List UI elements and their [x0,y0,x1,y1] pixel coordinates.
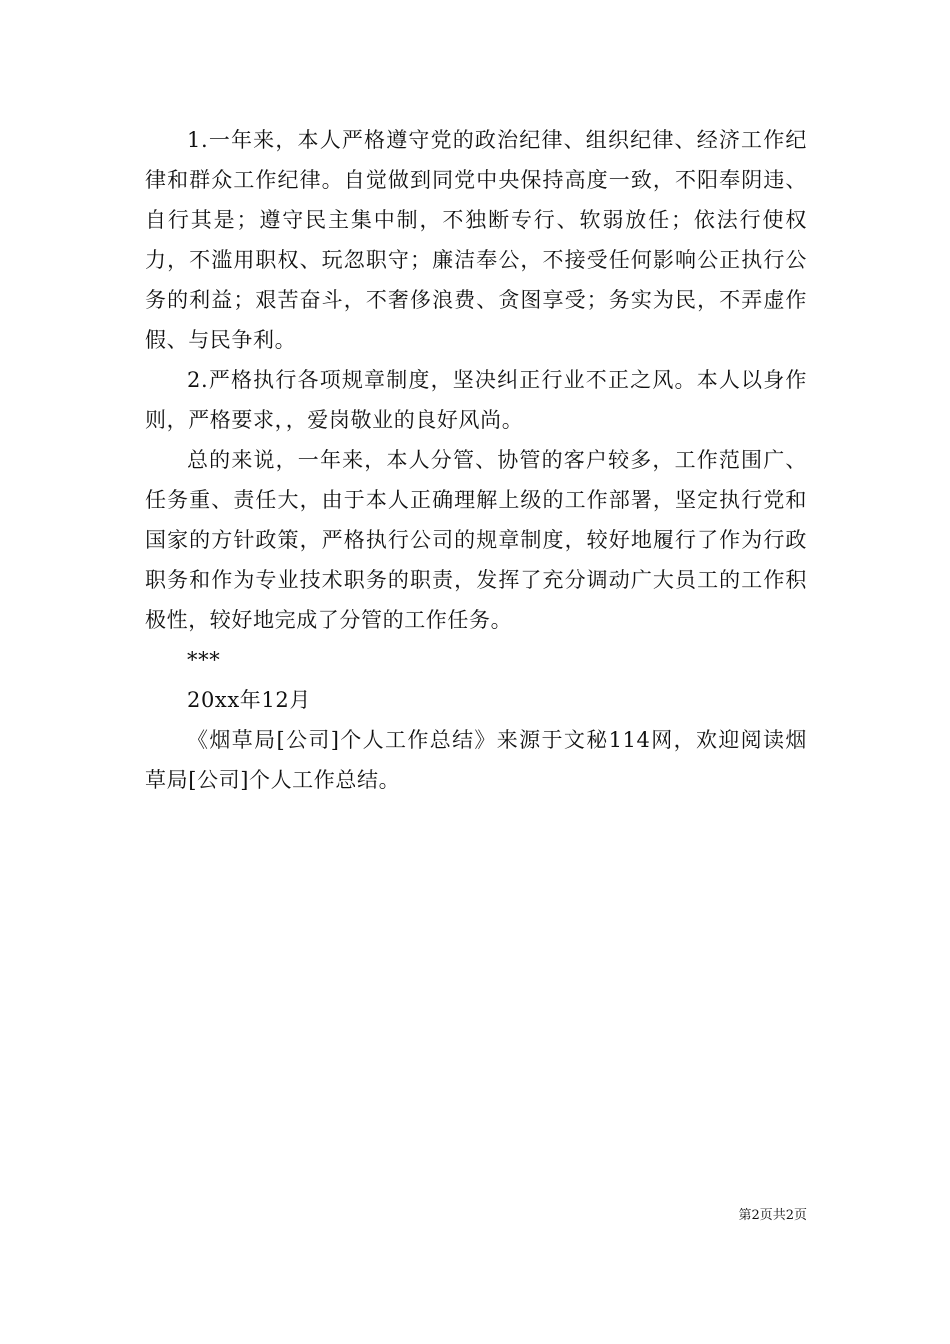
signature-placeholder: *** [187,648,221,672]
paragraph-discipline: 1.一年来，本人严格遵守党的政治纪律、组织纪律、经济工作纪律和群众工作纪律。自觉做到同党中央保持高度一致，不阳奉阴违、自行其是；遵守民主集中制，不独断专行、软弱放任；依法行使权力，不滥用职权、玩忽职守；廉洁奉公，不接受任何影响公正执行公务的利益；艰苦奋斗，不奢侈浪费、贪图享受；务实为民，不弄虚作假、与民争利。 [145,128,807,352]
paragraph-summary: 总的来说，一年来，本人分管、协管的客户较多，工作范围广、任务重、责任大，由于本人正确理解上级的工作部署，坚定执行党和国家的方针政策，严格执行公司的规章制度，较好地履行了作为行政职务和作为专业技术职务的职责，发挥了充分调动广大员工的工作积极性，较好地完成了分管的工作任务。 [145,448,807,632]
date-line: 20xx年12月 [187,688,311,712]
paragraph-regulations: 2.严格执行各项规章制度，坚决纠正行业不正之风。本人以身作则，严格要求，，爱岗敬业的良好风尚。 [145,368,807,432]
source-note: 《烟草局[公司]个人工作总结》来源于文秘114网，欢迎阅读烟草局[公司]个人工作总结。 [145,728,807,792]
page-number-footer: 第2页共2页 [738,1208,807,1223]
document-body [145,120,807,800]
